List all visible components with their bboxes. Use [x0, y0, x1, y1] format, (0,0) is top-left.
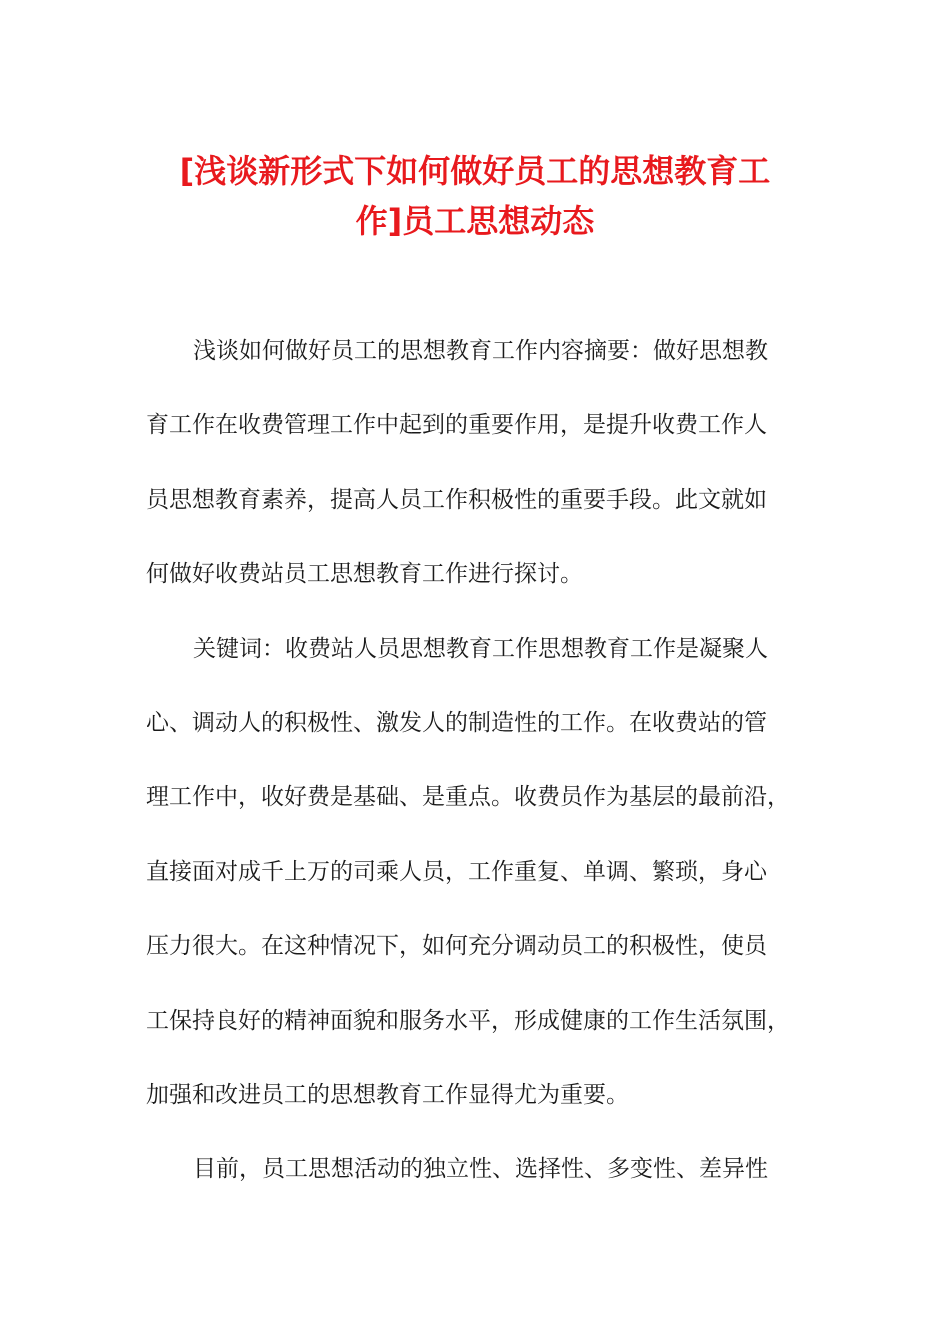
- document-body: [146, 314, 806, 1207]
- text-line: 浅谈如何做好员工的思想教育工作内容摘要：做好思想教: [193, 338, 768, 364]
- text-line: 关键词：收费站人员思想教育工作思想教育工作是凝聚人: [193, 635, 768, 662]
- text-line: 工保持良好的精神面貌和服务水平，形成健康的工作生活氛围，: [146, 1007, 790, 1034]
- text-line: 何做好收费站员工思想教育工作进行探讨。: [146, 561, 583, 588]
- text-line: 目前，员工思想活动的独立性、选择性、多变性、差异性: [193, 1156, 768, 1183]
- title-line: 作]员工思想动态: [355, 202, 595, 240]
- text-line: 育工作在收费管理工作中起到的重要作用，是提升收费工作人: [146, 412, 767, 439]
- text-line: 理工作中，收好费是基础、是重点。收费员作为基层的最前沿，: [146, 784, 790, 811]
- text-line: 压力很大。在这种情况下，如何充分调动员工的积极性，使员: [146, 933, 767, 960]
- text-line: 直接面对成千上万的司乘人员，工作重复、单调、繁琐，身心: [146, 858, 767, 885]
- title-line: [浅谈新形式下如何做好员工的思想教育工: [179, 152, 771, 190]
- document-title: [120, 146, 830, 246]
- text-line: 员思想教育素养，提高人员工作积极性的重要手段。此文就如: [146, 486, 767, 513]
- paragraph-current: [146, 1132, 806, 1206]
- text-line: 加强和改进员工的思想教育工作显得尤为重要。: [146, 1081, 629, 1108]
- paragraph-keywords: [146, 612, 806, 1133]
- paragraph-abstract: [146, 314, 806, 612]
- text-line: 心、调动人的积极性、激发人的制造性的工作。在收费站的管: [146, 709, 767, 736]
